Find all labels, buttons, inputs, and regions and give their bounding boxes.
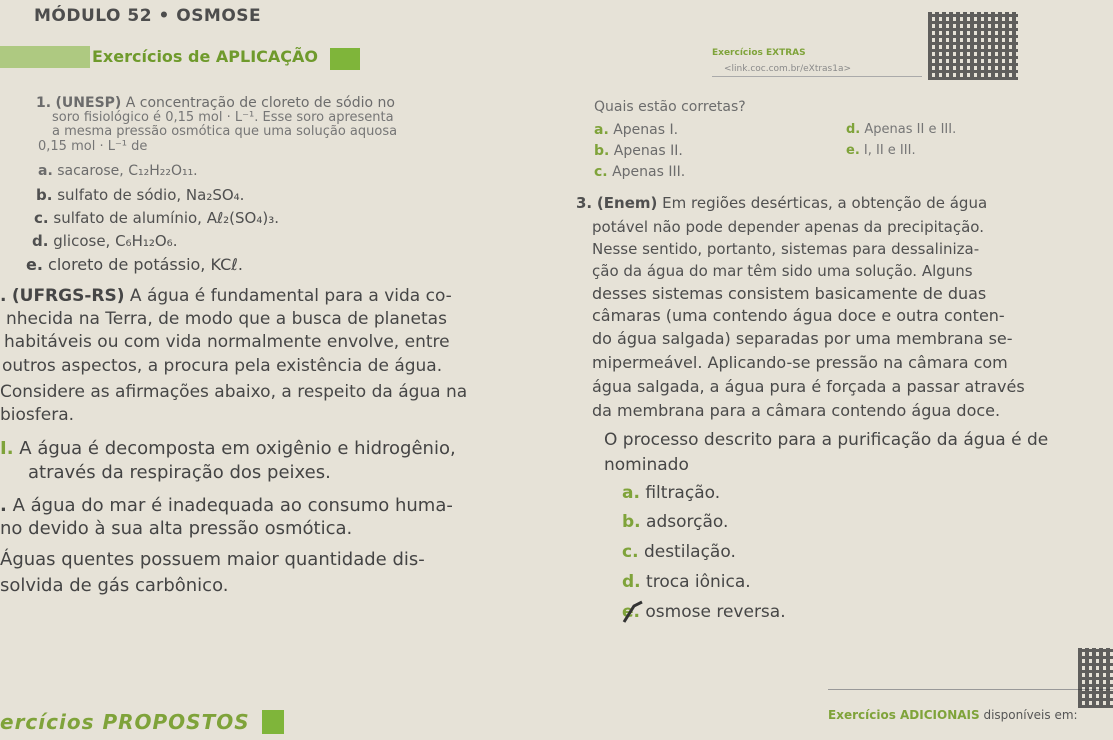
option-letter: d. [32,232,49,250]
option-text: troca iônica. [646,572,751,592]
option-letter: e. [846,143,860,158]
additional-suffix: disponíveis em: [983,708,1078,722]
q3-line-5: câmaras (uma contendo água doce e outra conten- [592,306,1005,325]
option-text: filtração. [645,483,721,503]
q1-option-a[interactable] [38,163,198,179]
q2-line-2: habitáveis ou com vida normalmente envolve, entre [4,332,450,352]
section-bar-left [0,46,90,68]
statement-line: A água é decomposta em oxigênio e hidrogênio, [19,438,456,459]
q3-line-0: Em regiões desérticas, a obtenção de água [662,194,988,212]
q2-prompt: Quais estão corretas? [594,99,746,115]
extras-label: Exercícios EXTRAS [712,48,806,58]
option-text: Apenas III. [612,164,686,180]
q1-number: 1. [36,95,52,111]
proposed-bar [262,710,284,734]
q3-line-8: água salgada, a água pura é forçada a passar através [592,377,1025,396]
option-letter: e. [622,602,640,622]
option-text: sulfato de sódio, Na₂SO₄. [57,186,245,204]
q2-statement-2 [0,495,453,516]
q1-option-c[interactable] [34,209,279,227]
statement-numeral: I. [0,438,14,459]
section-bar-right [330,48,360,70]
option-text: destilação. [643,542,736,562]
q2-statement-1 [0,438,456,459]
option-letter: b. [594,143,610,159]
option-letter: e. [26,255,43,274]
q3-first-line [576,194,987,212]
option-text: sacarose, C₁₂H₂₂O₁₁. [57,163,198,179]
q1-option-e[interactable] [26,255,243,274]
q2-line-0: A água é fundamental para a vida co- [129,286,452,306]
option-text: I, II e III. [863,143,916,158]
statement-numeral: . [0,495,7,516]
q3-line-2: Nesse sentido, portanto, sistemas para dessaliniza- [592,240,980,258]
option-letter: a. [622,483,640,503]
proposed-title: ercícios PROPOSTOS [0,710,250,734]
q2-first-line [0,286,452,306]
q2-option-e[interactable] [846,143,916,158]
module-title: MÓDULO 52 • OSMOSE [34,6,262,26]
additional-line [828,708,1078,722]
qr-code-icon-footer [1078,648,1113,708]
q3-line-3: ção da água do mar têm sido uma solução. Alguns [592,262,973,280]
q2-option-d[interactable] [846,122,956,137]
q1-option-d[interactable] [32,232,177,250]
footer-divider [828,689,1113,690]
q3-option-b[interactable] [622,512,728,532]
pen-mark-icon [620,598,648,624]
q3-line-6: do água salgada) separadas por uma membrana se- [592,329,1013,348]
option-text: Apenas II e III. [864,122,957,137]
q1-line-0: A concentração de cloreto de sódio no [125,95,395,111]
q1-option-b[interactable] [36,186,244,204]
q2-option-b[interactable] [594,143,683,159]
q2-line-4: Considere as afirmações abaixo, a respeito da água na [0,382,468,402]
q3-option-c[interactable] [622,542,736,562]
option-text: glicose, C₆H₁₂O₆. [53,232,178,250]
q3-line-7: mipermeável. Aplicando-se pressão na câmara com [592,353,1008,372]
q1-line-3: 0,15 mol · L⁻¹ de [38,139,148,154]
option-text: adsorção. [646,512,729,532]
option-letter: b. [622,512,641,532]
option-text: Apenas I. [613,122,679,138]
option-letter: a. [38,163,53,179]
q1-source: (UNESP) [55,95,122,111]
extras-divider [712,76,922,77]
q2-line-3: outros aspectos, a procura pela existência de água. [2,356,443,376]
q2-statement-3: Águas quentes possuem maior quantidade dis- [0,549,425,570]
q1-line-1: soro fisiológico é 0,15 mol · L⁻¹. Esse soro apresenta [52,110,394,125]
option-text: sulfato de alumínio, Aℓ₂(SO₄)₃. [53,209,280,227]
q2-statement-3-line-2: solvida de gás carbônico. [0,575,229,596]
q2-line-1: nhecida na Terra, de modo que a busca de planetas [6,309,447,329]
q3-option-a[interactable] [622,483,720,503]
option-letter: d. [846,122,861,137]
q2-option-c[interactable] [594,164,685,180]
q1-first-line [36,95,395,111]
option-text: osmose reversa. [645,602,786,622]
option-letter: c. [594,164,608,180]
q3-option-d[interactable] [622,572,751,592]
q3-number: 3. [576,194,593,212]
additional-label: Exercícios ADICIONAIS [828,708,980,722]
extras-link[interactable]: <link.coc.com.br/eXtras1a> [724,64,852,74]
option-text: Apenas II. [613,143,683,159]
q2-number: . [0,286,7,306]
q3-line-11: nominado [604,455,689,475]
q3-line-1: potável não pode depender apenas da precipitação. [592,218,984,236]
q3-source: (Enem) [596,194,658,212]
qr-code-icon [928,12,1018,80]
q2-statement-2-line-2: no devido à sua alta pressão osmótica. [0,518,353,539]
option-text: cloreto de potássio, KCℓ. [48,255,243,274]
section-title: Exercícios de APLICAÇÃO [92,47,318,66]
statement-line: A água do mar é inadequada ao consumo huma- [12,495,453,516]
q3-line-9: da membrana para a câmara contendo água doce. [592,401,1001,420]
option-letter: c. [34,209,49,227]
q2-line-5: biosfera. [0,405,75,425]
q3-line-4: desses sistemas consistem basicamente de duas [592,284,987,303]
option-letter: d. [622,572,641,592]
q1-line-2: a mesma pressão osmótica que uma solução aquosa [52,124,398,139]
q2-option-a[interactable] [594,122,678,138]
option-letter: a. [594,122,609,138]
q2-source: (UFRGS-RS) [11,286,125,306]
option-letter: b. [36,186,53,204]
q3-line-10: O processo descrito para a purificação da água é de [604,430,1049,450]
option-letter: c. [622,542,639,562]
q2-statement-1-line-2: através da respiração dos peixes. [28,462,331,483]
